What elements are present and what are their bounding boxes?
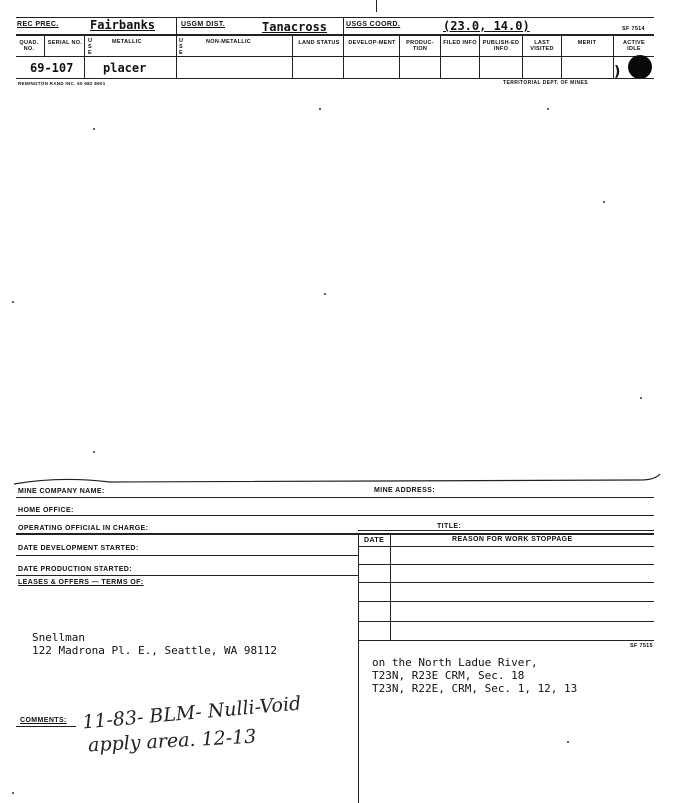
title-label: TITLE: — [437, 523, 462, 530]
scan-speck — [12, 301, 14, 303]
rule — [358, 530, 654, 531]
rule — [358, 564, 654, 565]
col-divider — [176, 18, 177, 78]
leases-label: LEASES & OFFERS — TERMS OF: — [18, 579, 144, 586]
rule — [358, 621, 654, 622]
col-quad-no: QUAD. NO. — [19, 40, 39, 52]
col-divider — [561, 35, 562, 78]
col-merit: MERIT — [577, 40, 597, 46]
header-rule — [16, 34, 654, 36]
mine-address-label: MINE ADDRESS: — [374, 487, 435, 494]
col-active-idle: ACTIVE IDLE — [623, 40, 645, 52]
col-use-1: U S E — [88, 38, 93, 56]
scan-speck — [567, 741, 569, 743]
mine-company-label: MINE COMPANY NAME: — [18, 488, 105, 495]
col-development: DEVELOP-MENT — [348, 40, 396, 46]
printer-imprint: REMINGTON RAND INC. 50 682 8601 — [18, 81, 106, 86]
home-office-label: HOME OFFICE: — [18, 507, 74, 514]
metallic-value: placer — [103, 61, 147, 75]
scan-speck — [12, 792, 14, 794]
col-divider — [440, 35, 441, 78]
col-divider — [343, 18, 344, 78]
date-header: DATE — [364, 537, 385, 544]
col-land-status: LAND STATUS — [298, 40, 340, 46]
col-divider — [399, 35, 400, 78]
punch-mark — [376, 0, 377, 12]
active-status-dot — [628, 55, 652, 79]
prod-started-label: DATE PRODUCTION STARTED: — [18, 566, 132, 573]
col-divider — [292, 35, 293, 78]
reason-header: REASON FOR WORK STOPPAGE — [452, 536, 573, 543]
scan-speck — [603, 201, 605, 203]
form-number: SF 7514 — [622, 26, 645, 32]
card-top-edge — [0, 470, 678, 490]
col-filed-info: FILED INFO — [443, 40, 477, 46]
rule — [358, 582, 654, 583]
rule — [358, 546, 654, 547]
scan-speck — [324, 293, 326, 295]
comments-label: COMMENTS: — [20, 717, 67, 724]
scan-speck — [93, 128, 95, 130]
rule — [16, 515, 654, 516]
usgs-coord-label: USGS COORD. — [346, 21, 401, 28]
scan-speck — [640, 397, 642, 399]
rule — [16, 533, 654, 535]
rule — [16, 555, 358, 556]
col-divider — [479, 35, 480, 78]
handwritten-comment-2: apply area. 12-13 — [87, 725, 257, 757]
col-metallic: METALLIC — [112, 39, 142, 45]
owner-name: Snellman — [32, 631, 85, 644]
form-number-2: SF 7515 — [630, 643, 653, 649]
col-published-info: PUBLISH-ED INFO — [482, 40, 520, 52]
col-divider — [84, 35, 85, 78]
scan-speck — [319, 108, 321, 110]
location-line-3: T23N, R22E, CRM, Sec. 1, 12, 13 — [372, 682, 578, 695]
row-bottom-rule — [16, 78, 654, 79]
bracket-mark: ) — [614, 64, 621, 80]
owner-address: 122 Madrona Pl. E., Seattle, WA 98112 — [32, 644, 278, 657]
rule — [16, 497, 654, 498]
col-divider — [44, 35, 45, 56]
col-non-metallic: NON-METALLIC — [206, 39, 252, 45]
rule — [16, 575, 358, 576]
center-divider — [358, 533, 359, 803]
serial-value: 69-107 — [30, 61, 74, 75]
col-production: PRODUC-TION — [406, 40, 434, 52]
usgs-coord-value: (23.0, 14.0) — [443, 19, 530, 33]
department-imprint: TERRITORIAL DEPT. OF MINES — [503, 80, 588, 86]
rule — [358, 640, 654, 641]
scan-speck — [547, 108, 549, 110]
scan-speck — [93, 451, 95, 453]
date-divider — [390, 533, 391, 640]
col-use-2: U S E — [179, 38, 184, 56]
col-serial-no: SERIAL NO. — [47, 40, 83, 46]
rule — [358, 601, 654, 602]
rec-prec-value: Fairbanks — [90, 18, 156, 32]
location-line-2: T23N, R23E CRM, Sec. 18 — [372, 669, 525, 682]
usgm-dist-label: USGM DIST. — [181, 21, 226, 28]
operating-official-label: OPERATING OFFICIAL IN CHARGE: — [18, 525, 149, 532]
col-last-visited: LAST VISITED — [530, 40, 554, 52]
usgm-dist-value: Tanacross — [262, 20, 328, 34]
rec-prec-label: REC PREC. — [17, 21, 59, 28]
columns-rule — [16, 56, 654, 57]
location-line-1: on the North Ladue River, — [372, 656, 538, 669]
rule — [16, 726, 76, 727]
handwritten-comment-1: 11-83- BLM- Nulli-Void — [81, 692, 303, 734]
dev-started-label: DATE DEVELOPMENT STARTED: — [18, 545, 139, 552]
col-divider — [522, 35, 523, 78]
